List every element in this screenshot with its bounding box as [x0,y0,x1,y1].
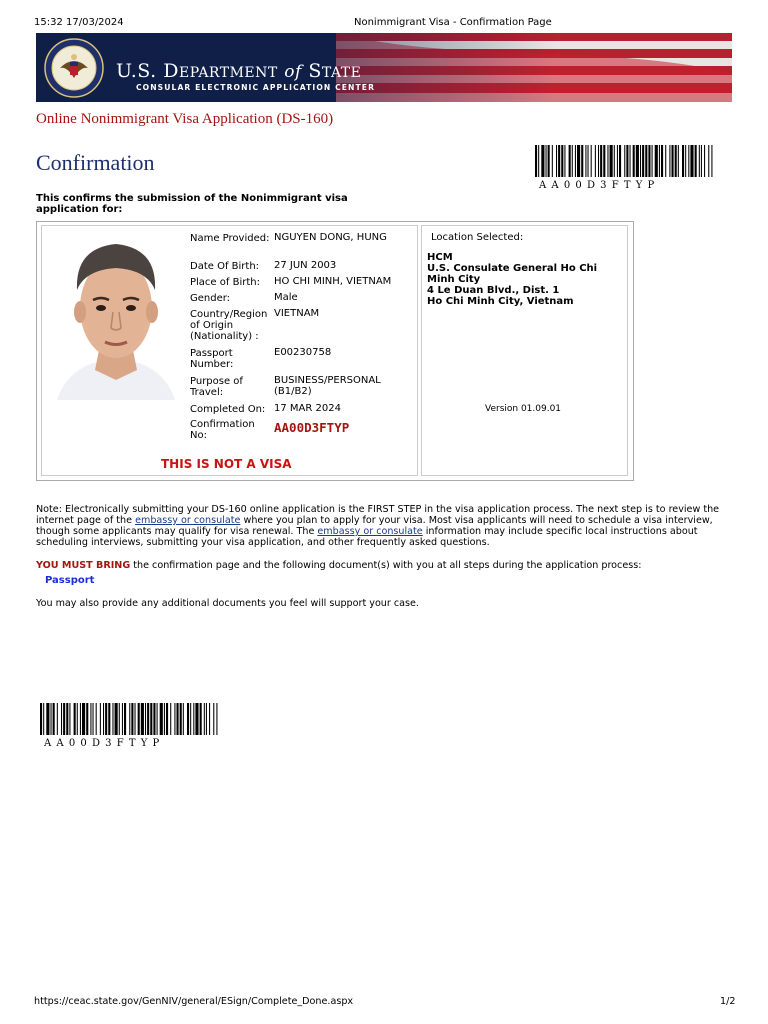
barcode-bar [541,145,544,177]
print-page-title: Nonimmigrant Visa - Confirmation Page [354,17,552,28]
label-completed: Completed On: [190,404,266,415]
barcode-top-bars [535,145,713,177]
barcode-bar [43,703,44,735]
barcode-bar [600,145,602,177]
barcode-bar [209,703,210,735]
barcode-bar [86,703,88,735]
location-label: Location Selected: [431,232,524,243]
barcode-bar [569,145,571,177]
barcode-bar [100,703,101,735]
barcode-top-text: AA00D3FTYP [539,180,660,191]
applicant-photo [47,230,185,400]
barcode-bar [617,145,618,177]
barcode-bar [119,703,120,735]
barcode-bar [177,703,179,735]
label-gender: Gender: [190,293,231,304]
barcode-bar [174,703,175,735]
barcode-bar [53,703,55,735]
barcode-bar [46,703,49,735]
barcode-bar [642,145,644,177]
value-nationality: VIETNAM [274,308,320,319]
intro-text: This confirms the submission of the Nonimmigrant visa application for: [36,193,348,215]
barcode-bar [141,703,144,735]
barcode-bar [170,703,171,735]
barcode-bar [190,703,191,735]
barcode-bar [607,145,608,177]
barcode-bar [552,145,553,177]
barcode-bar [164,703,165,735]
label-nationality: Country/Region of Origin (Nationality) : [190,309,268,342]
barcode-bar [105,703,107,735]
value-confirmation-no: AA00D3FTYP [274,420,350,435]
barcode-bar [66,703,68,735]
barcode-bar [619,145,621,177]
barcode-bar [548,145,550,177]
barcode-bar [138,703,140,735]
value-passport: E00230758 [274,347,332,358]
barcode-bar [77,703,78,735]
barcode-bar [704,145,705,177]
barcode-bar [661,145,663,177]
barcode-bar [659,145,660,177]
barcode-bar [652,145,653,177]
must-bring-text [36,560,736,571]
barcode-bar [57,703,58,735]
barcode-bar [564,145,565,177]
note-text-3: information may include specific local instructions about scheduling interviews, submitting your visa application, and other frequently asked questions. [36,526,698,548]
barcode-bar [645,145,647,177]
note-text-2: where you plan to apply for your visa. Most visa applicants will need to schedule a visa interview, though some applicants may qualify for visa renewal. The [36,515,713,537]
note-text-1: Note: Electronically submitting your DS-160 online application is the FIRST STEP in the visa application process. The next step is to review the internet page of the [36,504,720,526]
barcode-bar [695,145,697,177]
barcode-bar [688,145,689,177]
barcode-bar [147,703,149,735]
barcode-bar [135,703,136,735]
barcode-bar [701,145,702,177]
not-a-visa-warning: THIS IS NOT A VISA [161,457,292,471]
value-name: NGUYEN DONG, HUNG [274,232,387,243]
value-purpose: BUSINESS/PERSONAL (B1/B2) [274,375,381,397]
location-name: U.S. Consulate General Ho Chi Minh City [427,263,598,285]
barcode-bar [115,703,118,735]
footer-url: https://ceac.state.gov/GenNIV/general/ESign/Complete_Done.aspx [34,996,354,1007]
barcode-bottom [40,703,218,749]
barcode-bar [103,703,104,735]
barcode-top [535,145,713,191]
barcode-bar [61,703,62,735]
barcode-bar [200,703,202,735]
location-details [427,252,622,307]
application-title: Online Nonimmigrant Visa Application (DS-160) [36,111,334,127]
barcode-bar [145,703,146,735]
barcode-bar [213,703,214,735]
embassy-link-1[interactable]: embassy or consulate [135,515,241,526]
value-gender: Male [274,292,298,303]
state-department-banner [36,33,732,102]
barcode-bar [90,703,91,735]
barcode-bar [699,145,700,177]
embassy-link-2[interactable]: embassy or consulate [317,526,423,537]
barcode-bar [591,145,592,177]
barcode-bar [153,703,155,735]
barcode-bar [63,703,65,735]
barcode-bar [672,145,674,177]
barcode-bar [93,703,94,735]
barcode-bar [80,703,81,735]
barcode-bar [678,145,679,177]
must-bring-strong: YOU MUST BRING [36,560,131,571]
barcode-bar [556,145,557,177]
barcode-bar [708,145,709,177]
barcode-bar [581,145,583,177]
barcode-bar [682,145,684,177]
barcode-bar [131,703,133,735]
barcode-bar [561,145,563,177]
barcode-bar [193,703,194,735]
note-paragraph [36,504,736,548]
barcode-bar [535,145,537,177]
banner-subtitle: CONSULAR ELECTRONIC APPLICATION CENTER [136,83,376,92]
value-dob: 27 JUN 2003 [274,260,337,271]
barcode-bar [685,145,686,177]
barcode-bar [183,703,184,735]
barcode-bar [538,145,539,177]
label-pob: Place of Birth: [190,277,260,288]
barcode-bar [157,703,158,735]
barcode-bar [636,145,639,177]
barcode-bar [630,145,631,177]
barcode-bar [160,703,163,735]
barcode-bar [150,703,152,735]
barcode-bar [572,145,573,177]
barcode-bar [96,703,97,735]
label-passport: Passport Number: [190,348,234,370]
label-name: Name Provided: [190,233,270,244]
barcode-bar [69,703,70,735]
barcode-bar [655,145,658,177]
barcode-bar [129,703,130,735]
barcode-bar [216,703,217,735]
print-datetime: 15:32 17/03/2024 [34,17,124,28]
barcode-bar [51,703,52,735]
barcode-bar [195,703,198,735]
barcode-bar [108,703,110,735]
barcode-bar [575,145,576,177]
barcode-bar [640,145,641,177]
barcode-bar [614,145,615,177]
barcode-bar [206,703,207,735]
footer-page-number: 1/2 [720,996,736,1007]
department-seal-icon [44,38,104,98]
barcode-bar [610,145,613,177]
barcode-bar [180,703,182,735]
barcode-bar [665,145,666,177]
location-address2: Ho Chi Minh City, Vietnam [427,296,574,307]
value-pob: HO CHI MINH, VIETNAM [274,276,392,287]
barcode-bar [558,145,560,177]
barcode-bar [82,703,85,735]
barcode-bar [166,703,168,735]
barcode-bar [585,145,586,177]
barcode-bar [577,145,580,177]
barcode-bar [598,145,599,177]
location-code: HCM [427,252,453,263]
barcode-bar [711,145,712,177]
location-address1: 4 Le Duan Blvd., Dist. 1 [427,285,560,296]
barcode-bar [124,703,126,735]
additional-documents-text: You may also provide any additional documents you feel will support your case. [36,598,419,609]
barcode-bar [633,145,635,177]
barcode-bar [546,145,547,177]
barcode-bottom-bars [40,703,218,735]
label-dob: Date Of Birth: [190,261,260,272]
barcode-bar [595,145,596,177]
barcode-bar [603,145,605,177]
barcode-bar [675,145,677,177]
barcode-bar [122,703,123,735]
barcode-bar [204,703,205,735]
barcode-bar [40,703,42,735]
label-purpose: Purpose of Travel: [190,376,243,398]
version-text: Version 01.09.01 [485,404,562,414]
barcode-bar [690,145,693,177]
barcode-bar [648,145,650,177]
value-completed: 17 MAR 2024 [274,403,341,414]
barcode-bar [624,145,625,177]
barcode-bar [112,703,113,735]
barcode-bar [74,703,76,735]
label-confirmation-no: Confirmation No: [190,419,255,441]
must-bring-rest: the confirmation page and the following document(s) with you at all steps during the application process: [130,560,642,571]
barcode-bottom-text: AA00D3FTYP [44,738,165,749]
document-passport: Passport [45,575,95,586]
page-title: Confirmation [36,150,155,175]
department-name: U.S. DEPARTMENT of STATE [116,60,362,82]
barcode-bar [626,145,628,177]
barcode-bar [187,703,189,735]
barcode-bar [588,145,589,177]
barcode-bar [669,145,670,177]
